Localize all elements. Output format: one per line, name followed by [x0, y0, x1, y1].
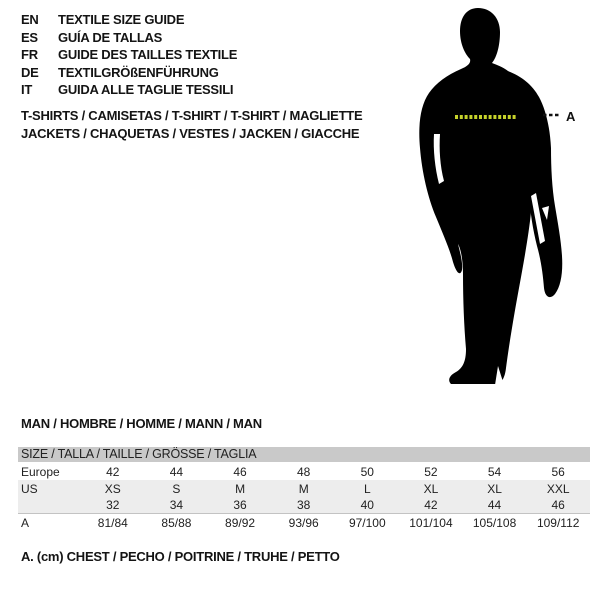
language-code: FR — [21, 47, 38, 63]
size-table-cell: 101/104 — [409, 515, 453, 530]
size-table-cell: 85/88 — [161, 515, 192, 530]
language-guide-title: GUÍA DE TALLAS — [58, 29, 163, 45]
size-table-cell: XS — [104, 481, 121, 496]
size-table-row — [18, 497, 590, 514]
man-right-arm — [505, 70, 562, 297]
size-table-cell: M — [298, 481, 309, 496]
size-table-row — [18, 480, 590, 497]
size-table-cell: XL — [423, 481, 439, 496]
size-table-cell: 52 — [424, 464, 438, 479]
size-table-cell: 44 — [169, 464, 184, 479]
size-table-cell: 44 — [487, 498, 502, 512]
size-table-row — [18, 463, 590, 480]
size-table-cell: 109/112 — [536, 515, 580, 530]
size-table-cell: 97/100 — [348, 515, 386, 530]
size-table-cell: 46 — [551, 498, 565, 512]
size-table-row-label: US — [21, 481, 38, 496]
size-table-cell: 40 — [360, 498, 374, 512]
language-row — [21, 64, 237, 82]
language-row — [21, 11, 237, 29]
language-row — [21, 46, 237, 64]
size-table-cell: 42 — [424, 498, 438, 512]
size-table-cell: 93/96 — [288, 515, 319, 530]
wrist-notch — [542, 206, 549, 220]
measurement-footnote: A. (cm) CHEST / PECHO / POITRINE / TRUHE / PETTO — [21, 549, 340, 564]
language-code: IT — [21, 82, 33, 98]
size-table-row-label: Europe — [21, 464, 60, 479]
language-row — [21, 81, 237, 99]
size-table-header: SIZE / TALLA / TAILLE / GRÖSSE / TAGLIA — [18, 447, 590, 462]
left-arm-gap — [434, 134, 444, 184]
category-titles — [21, 107, 362, 143]
category-title-line: JACKETS / CHAQUETAS / VESTES / JACKEN / GIACCHE — [21, 126, 360, 141]
foot-notch — [495, 366, 504, 385]
right-arm-gap — [531, 193, 545, 244]
size-table-cell: 54 — [487, 464, 502, 479]
size-table-cell: 50 — [360, 464, 374, 479]
size-table-cell: S — [172, 481, 181, 496]
size-table-cell: 36 — [233, 498, 247, 512]
size-table-cell: 46 — [233, 464, 247, 479]
man-silhouette — [419, 8, 533, 384]
size-table-cell: 42 — [106, 464, 120, 479]
size-table-cell: M — [235, 481, 246, 496]
language-code: ES — [21, 29, 38, 45]
size-table-row-label: A — [21, 515, 30, 530]
language-list — [21, 11, 237, 99]
language-code: EN — [21, 12, 39, 28]
size-table-cell: 32 — [106, 498, 120, 512]
language-code: DE — [21, 64, 39, 80]
size-table-cell: 56 — [551, 464, 565, 479]
figure-caption: MAN / HOMBRE / HOMME / MANN / MAN — [21, 416, 262, 431]
size-table-cell: XL — [487, 481, 502, 496]
size-table — [18, 447, 590, 531]
size-table-cell: 89/92 — [225, 515, 256, 530]
size-table-row — [18, 514, 590, 531]
size-table-cell: L — [363, 481, 371, 496]
language-guide-title: GUIDE DES TAILLES TEXTILE — [58, 47, 238, 63]
measure-label-a: A — [566, 109, 576, 124]
size-table-cell: XXL — [546, 481, 570, 496]
size-table-cell: 81/84 — [97, 515, 128, 530]
language-row — [21, 29, 237, 47]
language-guide-title: TEXTILGRÖßENFÜHRUNG — [58, 64, 219, 80]
size-table-cell: 105/108 — [472, 515, 517, 530]
language-guide-title: GUIDA ALLE TAGLIE TESSILI — [58, 82, 234, 98]
size-table-cell: 34 — [169, 498, 184, 512]
size-table-cell: 48 — [297, 464, 311, 479]
category-title-line: T-SHIRTS / CAMISETAS / T-SHIRT / T-SHIRT / MAGLIETTE — [21, 108, 363, 123]
language-guide-title: TEXTILE SIZE GUIDE — [58, 12, 185, 28]
size-table-cell: 38 — [297, 498, 311, 512]
